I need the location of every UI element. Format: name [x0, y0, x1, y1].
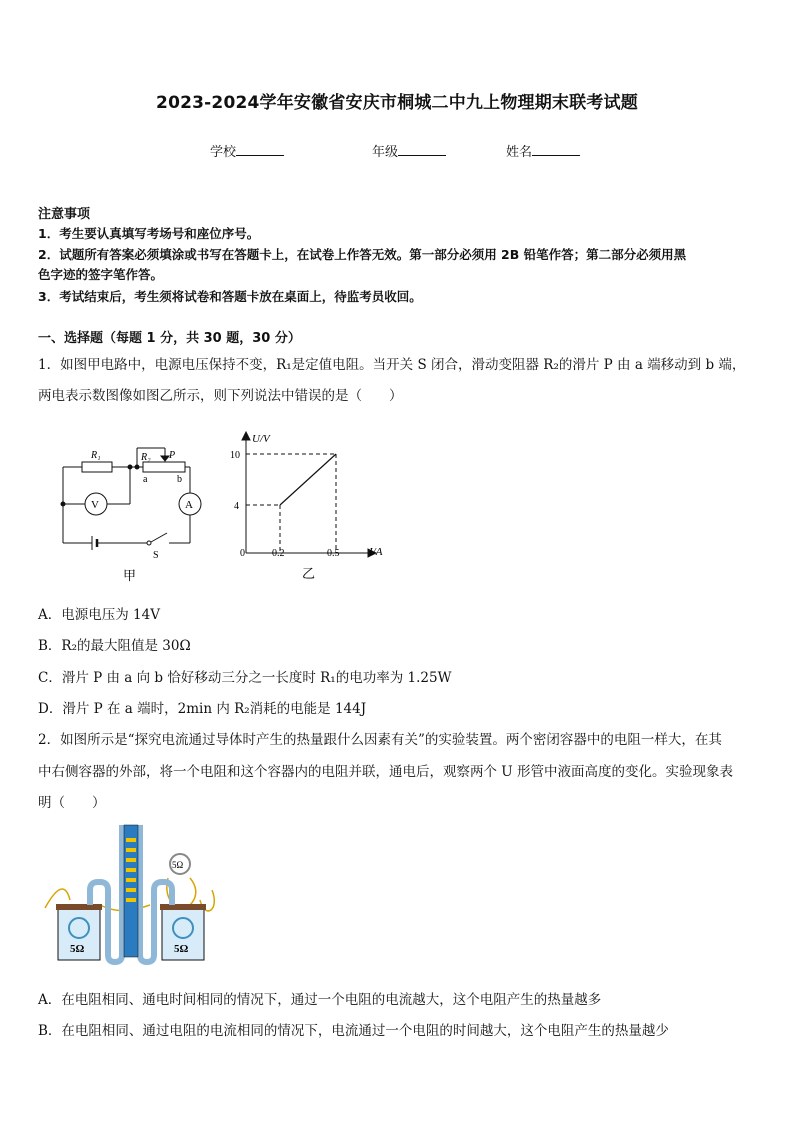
question-2-text: 2．如图所示是“探究电流通过导体时产生的热量跟什么因素有关”的实验装置。两个密闭容器中的电阻一样大，在其 — [38, 732, 722, 748]
name-label: 姓名 — [506, 145, 533, 160]
section-heading: 一、选择题（每题 1 分，共 30 题，30 分） — [38, 331, 301, 346]
note-item: 1．考生要认真填写考场号和座位序号。 — [38, 226, 260, 241]
grade-blank[interactable] — [398, 143, 446, 156]
note-item: 2．试题所有答案必须填涂或书写在答题卡上，在试卷上作答无效。第一部分必须用 2B 铅笔作答；第二部分必须用黑 — [38, 247, 687, 262]
y-tick-label: 4 — [234, 501, 239, 512]
u-i-graph — [230, 428, 395, 583]
note-item: 3．考试结束后，考生须将试卷和答题卡放在桌面上，待监考员收回。 — [38, 289, 422, 304]
slider-label: P — [169, 450, 176, 461]
circuit-diagram — [55, 440, 225, 585]
end-b-label: b — [177, 474, 182, 485]
figure-caption: 乙 — [302, 567, 316, 582]
x-axis-label: I/A — [369, 546, 383, 558]
q2-option-b[interactable]: B．在电阻相同、通过电阻的电流相同的情况下，电流通过一个电阻的时间越大，这个电阻产生的热量越少 — [38, 1023, 669, 1039]
y-tick-label: 10 — [230, 450, 240, 461]
option-a[interactable]: A．电源电压为 14V — [38, 607, 160, 623]
page-title: 2023-2024学年安徽省安庆市桐城二中九上物理期末联考试题 — [156, 93, 638, 113]
name-blank[interactable] — [532, 143, 580, 156]
note-item: 色字迹的签字笔作答。 — [38, 267, 164, 282]
school-label: 学校 — [210, 145, 237, 160]
end-a-label: a — [143, 474, 148, 485]
question-2-text: 中右侧容器的外部，将一个电阻和这个容器内的电阻并联，通电后，观察两个 U 形管中液面高度的变化。实验现象表 — [38, 764, 733, 780]
name-field[interactable] — [506, 141, 580, 160]
school-blank[interactable] — [236, 143, 284, 156]
question-1-text: 两电表示数图像如图乙所示，则下列说法中错误的是（ ） — [38, 388, 403, 404]
r2-label: R₂ — [141, 452, 151, 463]
option-c[interactable]: C．滑片 P 由 a 向 b 恰好移动三分之一长度时 R₁的电功率为 1.25W — [38, 670, 452, 686]
question-2-text: 明（ ） — [38, 795, 106, 811]
joule-heating-apparatus — [40, 820, 220, 970]
y-axis-label: U/V — [252, 433, 270, 445]
left-resistor-label: 5Ω — [70, 943, 85, 955]
q2-option-a[interactable]: A．在电阻相同、通电时间相同的情况下，通过一个电阻的电流越大，这个电阻产生的热量越多 — [38, 992, 602, 1008]
right-resistor-label: 5Ω — [174, 943, 189, 955]
voltmeter-label: V — [91, 499, 99, 511]
x-tick-label: 0.5 — [327, 548, 340, 559]
ammeter-label: A — [185, 499, 193, 511]
option-b[interactable]: B．R₂的最大阻值是 30Ω — [38, 638, 191, 654]
external-resistor-label: 5Ω — [172, 860, 184, 870]
school-field[interactable] — [210, 141, 284, 160]
option-d[interactable]: D．滑片 P 在 a 端时，2min 内 R₂消耗的电能是 144J — [38, 701, 367, 717]
grade-field[interactable] — [372, 141, 446, 160]
origin-label: 0 — [240, 548, 245, 559]
r1-label: R₁ — [91, 450, 101, 461]
question-1-text: 1．如图甲电路中，电源电压保持不变，R₁是定值电阻。当开关 S 闭合，滑动变阻器 R₂的滑片 P 由 a 端移动到 b 端， — [38, 357, 746, 373]
grade-label: 年级 — [372, 145, 399, 160]
notes-heading: 注意事项 — [38, 207, 91, 222]
figure-caption: 甲 — [123, 569, 137, 584]
x-tick-label: 0.2 — [272, 548, 285, 559]
switch-label: S — [153, 550, 159, 561]
